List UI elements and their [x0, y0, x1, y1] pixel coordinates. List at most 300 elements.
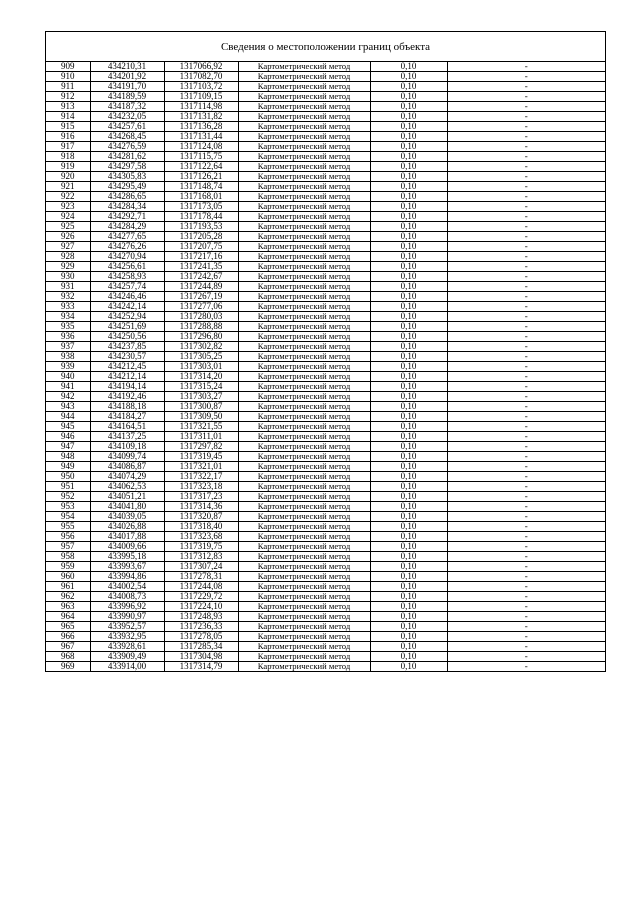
- x-coordinate-cell: 434137,25: [90, 432, 164, 442]
- y-coordinate-cell: 1317303,01: [164, 362, 238, 372]
- y-coordinate-cell: 1317314,20: [164, 372, 238, 382]
- method-cell: Картометрический метод: [238, 602, 370, 612]
- description-cell: -: [447, 652, 605, 662]
- accuracy-cell: 0,10: [370, 232, 447, 242]
- description-cell: -: [447, 382, 605, 392]
- method-cell: Картометрический метод: [238, 582, 370, 592]
- x-coordinate-cell: 433928,61: [90, 642, 164, 652]
- accuracy-cell: 0,10: [370, 512, 447, 522]
- description-cell: -: [447, 612, 605, 622]
- point-number-cell: 955: [46, 522, 90, 532]
- y-coordinate-cell: 1317315,24: [164, 382, 238, 392]
- point-number-cell: 912: [46, 92, 90, 102]
- accuracy-cell: 0,10: [370, 192, 447, 202]
- method-cell: Картометрический метод: [238, 212, 370, 222]
- description-cell: -: [447, 162, 605, 172]
- x-coordinate-cell: 434051,21: [90, 492, 164, 502]
- table-row: [46, 442, 605, 452]
- x-coordinate-cell: 434210,31: [90, 62, 164, 72]
- x-coordinate-cell: 434109,18: [90, 442, 164, 452]
- point-number-cell: 937: [46, 342, 90, 352]
- accuracy-cell: 0,10: [370, 582, 447, 592]
- y-coordinate-cell: 1317205,28: [164, 232, 238, 242]
- point-number-cell: 918: [46, 152, 90, 162]
- point-number-cell: 915: [46, 122, 90, 132]
- accuracy-cell: 0,10: [370, 662, 447, 672]
- description-cell: -: [447, 402, 605, 412]
- point-number-cell: 911: [46, 82, 90, 92]
- table-row: [46, 82, 605, 92]
- accuracy-cell: 0,10: [370, 562, 447, 572]
- accuracy-cell: 0,10: [370, 242, 447, 252]
- method-cell: Картометрический метод: [238, 322, 370, 332]
- y-coordinate-cell: 1317285,34: [164, 642, 238, 652]
- point-number-cell: 954: [46, 512, 90, 522]
- y-coordinate-cell: 1317193,53: [164, 222, 238, 232]
- point-number-cell: 946: [46, 432, 90, 442]
- table-row: [46, 602, 605, 612]
- point-number-cell: 945: [46, 422, 90, 432]
- y-coordinate-cell: 1317314,36: [164, 502, 238, 512]
- point-number-cell: 944: [46, 412, 90, 422]
- description-cell: -: [447, 122, 605, 132]
- table-row: [46, 62, 605, 72]
- method-cell: Картометрический метод: [238, 162, 370, 172]
- accuracy-cell: 0,10: [370, 622, 447, 632]
- table-row: [46, 312, 605, 322]
- description-cell: -: [447, 592, 605, 602]
- method-cell: Картометрический метод: [238, 642, 370, 652]
- x-coordinate-cell: 434026,88: [90, 522, 164, 532]
- x-coordinate-cell: 434256,61: [90, 262, 164, 272]
- method-cell: Картометрический метод: [238, 652, 370, 662]
- x-coordinate-cell: 434246,46: [90, 292, 164, 302]
- point-number-cell: 958: [46, 552, 90, 562]
- method-cell: Картометрический метод: [238, 492, 370, 502]
- x-coordinate-cell: 434212,45: [90, 362, 164, 372]
- x-coordinate-cell: 434212,14: [90, 372, 164, 382]
- table-row: [46, 422, 605, 432]
- table-row: [46, 122, 605, 132]
- description-cell: -: [447, 152, 605, 162]
- y-coordinate-cell: 1317082,70: [164, 72, 238, 82]
- description-cell: -: [447, 172, 605, 182]
- accuracy-cell: 0,10: [370, 392, 447, 402]
- method-cell: Картометрический метод: [238, 592, 370, 602]
- table-row: [46, 652, 605, 662]
- y-coordinate-cell: 1317124,08: [164, 142, 238, 152]
- y-coordinate-cell: 1317267,19: [164, 292, 238, 302]
- y-coordinate-cell: 1317318,40: [164, 522, 238, 532]
- description-cell: -: [447, 142, 605, 152]
- x-coordinate-cell: 433952,57: [90, 622, 164, 632]
- table-row: [46, 592, 605, 602]
- accuracy-cell: 0,10: [370, 322, 447, 332]
- point-number-cell: 914: [46, 112, 90, 122]
- y-coordinate-cell: 1317323,18: [164, 482, 238, 492]
- x-coordinate-cell: 434086,87: [90, 462, 164, 472]
- table-row: [46, 222, 605, 232]
- table-row: [46, 282, 605, 292]
- point-number-cell: 942: [46, 392, 90, 402]
- description-cell: -: [447, 342, 605, 352]
- description-cell: -: [447, 552, 605, 562]
- description-cell: -: [447, 512, 605, 522]
- accuracy-cell: 0,10: [370, 262, 447, 272]
- x-coordinate-cell: 433909,49: [90, 652, 164, 662]
- accuracy-cell: 0,10: [370, 252, 447, 262]
- table-row: [46, 632, 605, 642]
- x-coordinate-cell: 434284,29: [90, 222, 164, 232]
- table-row: [46, 162, 605, 172]
- table-row: [46, 322, 605, 332]
- description-cell: -: [447, 242, 605, 252]
- table-row: [46, 582, 605, 592]
- x-coordinate-cell: 433990,97: [90, 612, 164, 622]
- accuracy-cell: 0,10: [370, 282, 447, 292]
- description-cell: -: [447, 322, 605, 332]
- description-cell: -: [447, 542, 605, 552]
- table-row: [46, 72, 605, 82]
- y-coordinate-cell: 1317311,01: [164, 432, 238, 442]
- method-cell: Картометрический метод: [238, 632, 370, 642]
- description-cell: -: [447, 192, 605, 202]
- method-cell: Картометрический метод: [238, 442, 370, 452]
- description-cell: -: [447, 572, 605, 582]
- description-cell: -: [447, 392, 605, 402]
- description-cell: -: [447, 492, 605, 502]
- point-number-cell: 963: [46, 602, 90, 612]
- point-number-cell: 913: [46, 102, 90, 112]
- accuracy-cell: 0,10: [370, 612, 447, 622]
- method-cell: Картометрический метод: [238, 232, 370, 242]
- table-row: [46, 412, 605, 422]
- method-cell: Картометрический метод: [238, 372, 370, 382]
- y-coordinate-cell: 1317242,67: [164, 272, 238, 282]
- accuracy-cell: 0,10: [370, 642, 447, 652]
- coordinates-table: [46, 62, 605, 671]
- x-coordinate-cell: 434188,18: [90, 402, 164, 412]
- method-cell: Картометрический метод: [238, 482, 370, 492]
- point-number-cell: 948: [46, 452, 90, 462]
- y-coordinate-cell: 1317103,72: [164, 82, 238, 92]
- accuracy-cell: 0,10: [370, 312, 447, 322]
- accuracy-cell: 0,10: [370, 472, 447, 482]
- point-number-cell: 956: [46, 532, 90, 542]
- method-cell: Картометрический метод: [238, 252, 370, 262]
- accuracy-cell: 0,10: [370, 382, 447, 392]
- y-coordinate-cell: 1317066,92: [164, 62, 238, 72]
- point-number-cell: 919: [46, 162, 90, 172]
- method-cell: Картометрический метод: [238, 132, 370, 142]
- method-cell: Картометрический метод: [238, 532, 370, 542]
- method-cell: Картометрический метод: [238, 82, 370, 92]
- description-cell: -: [447, 82, 605, 92]
- description-cell: -: [447, 112, 605, 122]
- point-number-cell: 968: [46, 652, 90, 662]
- description-cell: -: [447, 422, 605, 432]
- table-row: [46, 432, 605, 442]
- x-coordinate-cell: 434251,69: [90, 322, 164, 332]
- accuracy-cell: 0,10: [370, 602, 447, 612]
- method-cell: Картометрический метод: [238, 142, 370, 152]
- method-cell: Картометрический метод: [238, 662, 370, 672]
- y-coordinate-cell: 1317148,74: [164, 182, 238, 192]
- method-cell: Картометрический метод: [238, 402, 370, 412]
- method-cell: Картометрический метод: [238, 552, 370, 562]
- x-coordinate-cell: 434230,57: [90, 352, 164, 362]
- point-number-cell: 947: [46, 442, 90, 452]
- x-coordinate-cell: 433995,18: [90, 552, 164, 562]
- description-cell: -: [447, 202, 605, 212]
- accuracy-cell: 0,10: [370, 172, 447, 182]
- x-coordinate-cell: 434192,46: [90, 392, 164, 402]
- description-cell: -: [447, 582, 605, 592]
- y-coordinate-cell: 1317217,16: [164, 252, 238, 262]
- table-row: [46, 352, 605, 362]
- x-coordinate-cell: 434062,53: [90, 482, 164, 492]
- y-coordinate-cell: 1317317,23: [164, 492, 238, 502]
- point-number-cell: 935: [46, 322, 90, 332]
- description-cell: -: [447, 362, 605, 372]
- point-number-cell: 925: [46, 222, 90, 232]
- method-cell: Картометрический метод: [238, 562, 370, 572]
- table-row: [46, 382, 605, 392]
- method-cell: Картометрический метод: [238, 272, 370, 282]
- description-cell: -: [447, 92, 605, 102]
- x-coordinate-cell: 434232,05: [90, 112, 164, 122]
- description-cell: -: [447, 562, 605, 572]
- point-number-cell: 928: [46, 252, 90, 262]
- y-coordinate-cell: 1317307,24: [164, 562, 238, 572]
- method-cell: Картометрический метод: [238, 192, 370, 202]
- table-row: [46, 612, 605, 622]
- x-coordinate-cell: 434276,59: [90, 142, 164, 152]
- point-number-cell: 952: [46, 492, 90, 502]
- y-coordinate-cell: 1317278,05: [164, 632, 238, 642]
- table-row: [46, 92, 605, 102]
- table-row: [46, 572, 605, 582]
- point-number-cell: 926: [46, 232, 90, 242]
- table-row: [46, 182, 605, 192]
- table-row: [46, 452, 605, 462]
- y-coordinate-cell: 1317207,75: [164, 242, 238, 252]
- table-row: [46, 252, 605, 262]
- description-cell: -: [447, 212, 605, 222]
- method-cell: Картометрический метод: [238, 262, 370, 272]
- description-cell: -: [447, 332, 605, 342]
- accuracy-cell: 0,10: [370, 112, 447, 122]
- method-cell: Картометрический метод: [238, 452, 370, 462]
- table-row: [46, 102, 605, 112]
- y-coordinate-cell: 1317312,83: [164, 552, 238, 562]
- accuracy-cell: 0,10: [370, 352, 447, 362]
- accuracy-cell: 0,10: [370, 342, 447, 352]
- point-number-cell: 957: [46, 542, 90, 552]
- y-coordinate-cell: 1317277,06: [164, 302, 238, 312]
- x-coordinate-cell: 434074,29: [90, 472, 164, 482]
- accuracy-cell: 0,10: [370, 592, 447, 602]
- accuracy-cell: 0,10: [370, 632, 447, 642]
- point-number-cell: 966: [46, 632, 90, 642]
- table-row: [46, 492, 605, 502]
- description-cell: -: [447, 272, 605, 282]
- method-cell: Картометрический метод: [238, 422, 370, 432]
- y-coordinate-cell: 1317319,75: [164, 542, 238, 552]
- x-coordinate-cell: 434281,62: [90, 152, 164, 162]
- accuracy-cell: 0,10: [370, 162, 447, 172]
- accuracy-cell: 0,10: [370, 332, 447, 342]
- accuracy-cell: 0,10: [370, 102, 447, 112]
- accuracy-cell: 0,10: [370, 422, 447, 432]
- point-number-cell: 917: [46, 142, 90, 152]
- y-coordinate-cell: 1317278,31: [164, 572, 238, 582]
- table-row: [46, 332, 605, 342]
- accuracy-cell: 0,10: [370, 92, 447, 102]
- x-coordinate-cell: 433996,92: [90, 602, 164, 612]
- table-row: [46, 142, 605, 152]
- y-coordinate-cell: 1317303,27: [164, 392, 238, 402]
- point-number-cell: 951: [46, 482, 90, 492]
- y-coordinate-cell: 1317323,68: [164, 532, 238, 542]
- description-cell: -: [447, 352, 605, 362]
- description-cell: -: [447, 182, 605, 192]
- accuracy-cell: 0,10: [370, 462, 447, 472]
- accuracy-cell: 0,10: [370, 482, 447, 492]
- accuracy-cell: 0,10: [370, 302, 447, 312]
- method-cell: Картометрический метод: [238, 302, 370, 312]
- description-cell: -: [447, 602, 605, 612]
- point-number-cell: 943: [46, 402, 90, 412]
- y-coordinate-cell: 1317296,80: [164, 332, 238, 342]
- method-cell: Картометрический метод: [238, 382, 370, 392]
- accuracy-cell: 0,10: [370, 152, 447, 162]
- x-coordinate-cell: 434270,94: [90, 252, 164, 262]
- x-coordinate-cell: 434009,66: [90, 542, 164, 552]
- table-row: [46, 202, 605, 212]
- method-cell: Картометрический метод: [238, 352, 370, 362]
- method-cell: Картометрический метод: [238, 292, 370, 302]
- description-cell: -: [447, 482, 605, 492]
- table-row: [46, 462, 605, 472]
- method-cell: Картометрический метод: [238, 572, 370, 582]
- x-coordinate-cell: 434276,26: [90, 242, 164, 252]
- x-coordinate-cell: 434257,61: [90, 122, 164, 132]
- x-coordinate-cell: 434201,92: [90, 72, 164, 82]
- x-coordinate-cell: 433932,95: [90, 632, 164, 642]
- x-coordinate-cell: 434041,80: [90, 502, 164, 512]
- method-cell: Картометрический метод: [238, 102, 370, 112]
- description-cell: -: [447, 462, 605, 472]
- accuracy-cell: 0,10: [370, 272, 447, 282]
- point-number-cell: 941: [46, 382, 90, 392]
- description-cell: -: [447, 312, 605, 322]
- description-cell: -: [447, 302, 605, 312]
- point-number-cell: 960: [46, 572, 90, 582]
- point-number-cell: 959: [46, 562, 90, 572]
- table-row: [46, 482, 605, 492]
- x-coordinate-cell: 434008,73: [90, 592, 164, 602]
- point-number-cell: 962: [46, 592, 90, 602]
- table-row: [46, 402, 605, 412]
- x-coordinate-cell: 434297,58: [90, 162, 164, 172]
- x-coordinate-cell: 434237,85: [90, 342, 164, 352]
- description-cell: -: [447, 622, 605, 632]
- accuracy-cell: 0,10: [370, 132, 447, 142]
- point-number-cell: 953: [46, 502, 90, 512]
- table-row: [46, 512, 605, 522]
- point-number-cell: 920: [46, 172, 90, 182]
- point-number-cell: 931: [46, 282, 90, 292]
- x-coordinate-cell: 434191,70: [90, 82, 164, 92]
- accuracy-cell: 0,10: [370, 362, 447, 372]
- accuracy-cell: 0,10: [370, 292, 447, 302]
- point-number-cell: 938: [46, 352, 90, 362]
- description-cell: -: [447, 72, 605, 82]
- x-coordinate-cell: 434187,32: [90, 102, 164, 112]
- y-coordinate-cell: 1317319,45: [164, 452, 238, 462]
- description-cell: -: [447, 292, 605, 302]
- method-cell: Картометрический метод: [238, 362, 370, 372]
- x-coordinate-cell: 434305,83: [90, 172, 164, 182]
- y-coordinate-cell: 1317321,55: [164, 422, 238, 432]
- table-row: [46, 552, 605, 562]
- accuracy-cell: 0,10: [370, 492, 447, 502]
- method-cell: Картометрический метод: [238, 182, 370, 192]
- accuracy-cell: 0,10: [370, 412, 447, 422]
- table-row: [46, 192, 605, 202]
- point-number-cell: 950: [46, 472, 90, 482]
- y-coordinate-cell: 1317109,15: [164, 92, 238, 102]
- y-coordinate-cell: 1317122,64: [164, 162, 238, 172]
- accuracy-cell: 0,10: [370, 222, 447, 232]
- table-row: [46, 292, 605, 302]
- table-row: [46, 562, 605, 572]
- x-coordinate-cell: 433914,00: [90, 662, 164, 672]
- x-coordinate-cell: 434252,94: [90, 312, 164, 322]
- method-cell: Картометрический метод: [238, 222, 370, 232]
- description-cell: -: [447, 132, 605, 142]
- method-cell: Картометрический метод: [238, 432, 370, 442]
- point-number-cell: 916: [46, 132, 90, 142]
- point-number-cell: 930: [46, 272, 90, 282]
- method-cell: Картометрический метод: [238, 112, 370, 122]
- point-number-cell: 910: [46, 72, 90, 82]
- method-cell: Картометрический метод: [238, 282, 370, 292]
- table-row: [46, 262, 605, 272]
- boundary-table-sheet: [45, 31, 606, 672]
- table-row: [46, 272, 605, 282]
- x-coordinate-cell: 434286,65: [90, 192, 164, 202]
- method-cell: Картометрический метод: [238, 502, 370, 512]
- table-row: [46, 302, 605, 312]
- y-coordinate-cell: 1317248,93: [164, 612, 238, 622]
- y-coordinate-cell: 1317131,44: [164, 132, 238, 142]
- table-row: [46, 242, 605, 252]
- accuracy-cell: 0,10: [370, 142, 447, 152]
- y-coordinate-cell: 1317302,82: [164, 342, 238, 352]
- description-cell: -: [447, 442, 605, 452]
- point-number-cell: 961: [46, 582, 90, 592]
- x-coordinate-cell: 434277,65: [90, 232, 164, 242]
- x-coordinate-cell: 434257,74: [90, 282, 164, 292]
- description-cell: -: [447, 522, 605, 532]
- y-coordinate-cell: 1317321,01: [164, 462, 238, 472]
- x-coordinate-cell: 434292,71: [90, 212, 164, 222]
- accuracy-cell: 0,10: [370, 442, 447, 452]
- method-cell: Картометрический метод: [238, 72, 370, 82]
- y-coordinate-cell: 1317297,82: [164, 442, 238, 452]
